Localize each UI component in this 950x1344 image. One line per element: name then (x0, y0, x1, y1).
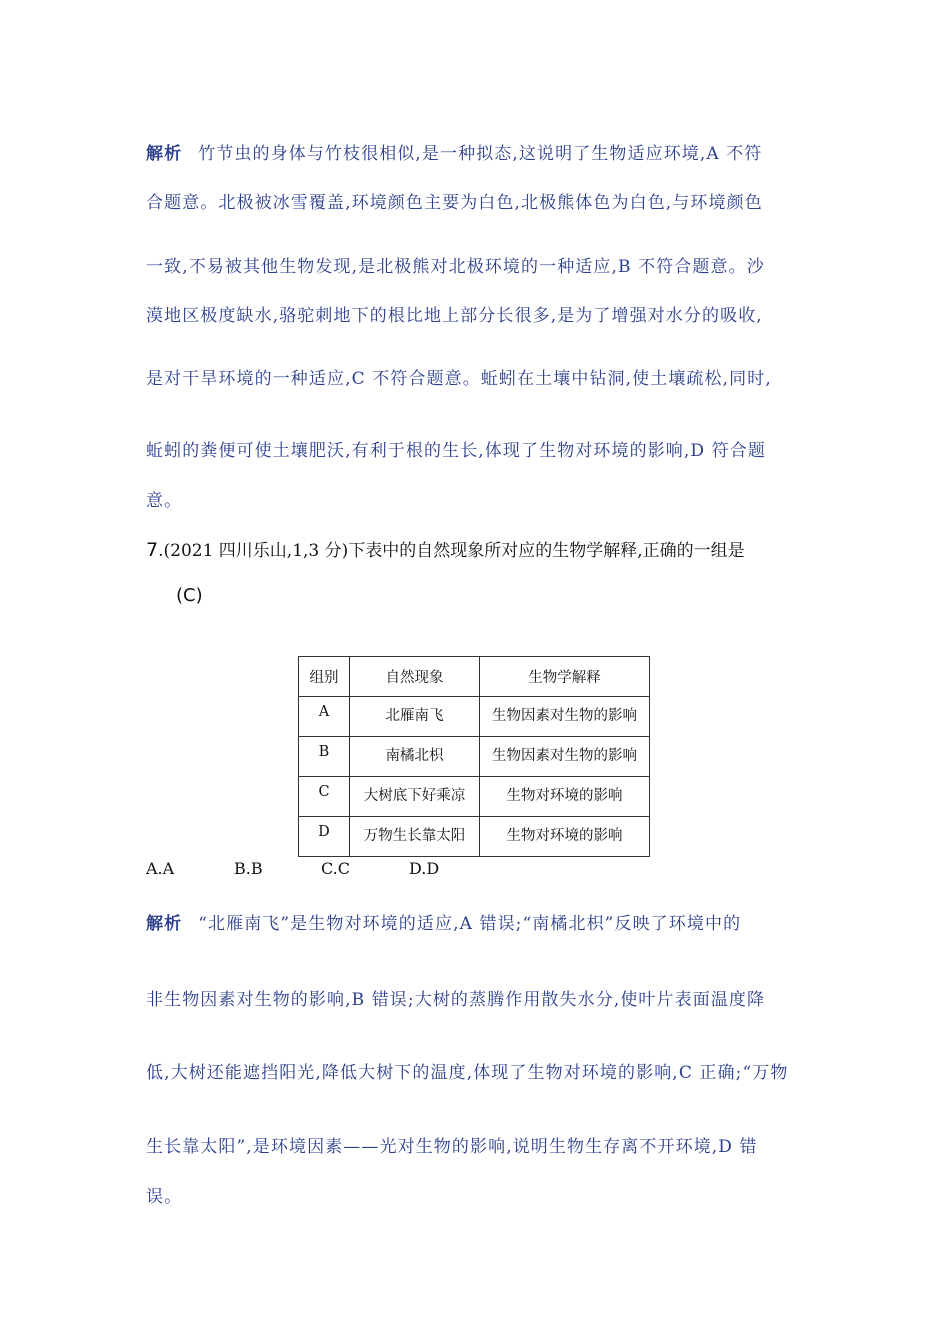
analysis2-line-3: 低,大树还能遮挡阳光,降低大树下的温度,体现了生物对环境的影响,C 正确;“万物 (146, 1063, 789, 1083)
table-header: 组别 (299, 657, 350, 697)
analysis1-line-6: 蚯蚓的粪便可使土壤肥沃,有利于根的生长,体现了生物对环境的影响,D 符合题 (146, 441, 766, 461)
table-cell: 万物生长靠太阳 (350, 817, 480, 857)
table-row (299, 737, 650, 777)
table-cell: C (299, 777, 350, 817)
table-cell: D (299, 817, 350, 857)
table-header: 生物学解释 (480, 657, 650, 697)
table-cell: 大树底下好乘凉 (350, 777, 480, 817)
analysis1-line-4: 漠地区极度缺水,骆驼刺地下的根比地上部分长很多,是为了增强对水分的吸收, (146, 306, 763, 326)
analysis1-line-5: 是对干旱环境的一种适应,C 不符合题意。蚯蚓在土壤中钻洞,使土壤疏松,同时, (146, 369, 772, 389)
table-row (299, 777, 650, 817)
question-stem (146, 536, 745, 561)
option-b: B.B (234, 859, 263, 878)
analysis2-label: 解析 (146, 914, 183, 934)
table-cell: 生物对环境的影响 (480, 777, 650, 817)
analysis2-line-4: 生长靠太阳”,是环境因素——光对生物的影响,说明生物生存离不开环境,D 错 (146, 1137, 758, 1157)
table-cell: A (299, 697, 350, 737)
analysis1-line-7: 意。 (146, 491, 183, 511)
analysis1-line-3: 一致,不易被其他生物发现,是北极熊对北极环境的一种适应,B 不符合题意。沙 (146, 257, 765, 277)
analysis1-label: 解析 (146, 144, 183, 164)
analysis1-line-1: 解析 竹节虫的身体与竹枝很相似,是一种拟态,这说明了生物适应环境,A 不符 (146, 144, 763, 164)
table-cell: 南橘北枳 (350, 737, 480, 777)
question-text: .(2021 四川乐山,1,3 分)下表中的自然现象所对应的生物学解释,正确的一组是 (158, 541, 745, 561)
option-c: C.C (321, 859, 350, 878)
table-cell: 生物对环境的影响 (480, 817, 650, 857)
table-cell: 生物因素对生物的影响 (480, 737, 650, 777)
analysis2-line-5: 误。 (146, 1187, 183, 1207)
analysis2-line-2: 非生物因素对生物的影响,B 错误;大树的蒸腾作用散失水分,使叶片表面温度降 (146, 990, 766, 1010)
question-number: 7 (146, 539, 159, 561)
table-cell: 北雁南飞 (350, 697, 480, 737)
table-cell: B (299, 737, 350, 777)
phenomena-table (298, 656, 650, 857)
analysis1-line-2: 合题意。北极被冰雪覆盖,环境颜色主要为白色,北极熊体色为白色,与环境颜色 (146, 193, 763, 213)
table-cell: 生物因素对生物的影响 (480, 697, 650, 737)
analysis2-line-1: 解析 “北雁南飞”是生物对环境的适应,A 错误;“南橘北枳”反映了环境中的 (146, 914, 742, 934)
table-header-row (299, 657, 650, 697)
table-row (299, 817, 650, 857)
table-header: 自然现象 (350, 657, 480, 697)
question-answer: (C) (176, 585, 203, 606)
table-row (299, 697, 650, 737)
option-d: D.D (409, 859, 440, 878)
option-a: A.A (146, 859, 175, 878)
